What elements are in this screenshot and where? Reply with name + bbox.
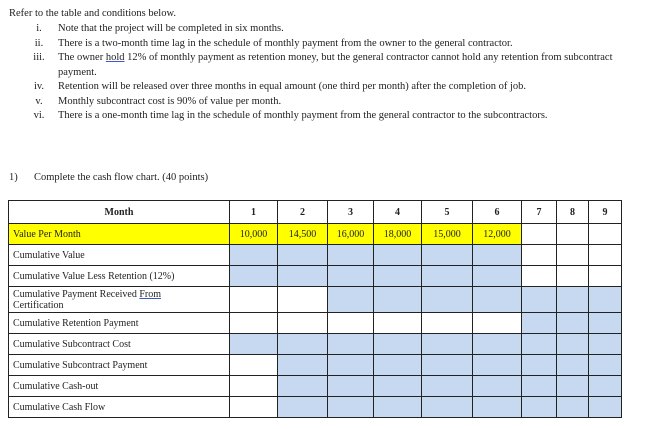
answer-cell[interactable]	[230, 397, 278, 418]
answer-cell-shaded[interactable]	[374, 334, 422, 355]
row-label: Cumulative Cash Flow	[9, 397, 230, 418]
table-row	[9, 397, 622, 418]
answer-cell[interactable]	[278, 287, 328, 313]
answer-cell-shaded[interactable]	[328, 334, 374, 355]
month-header: Month	[9, 201, 230, 224]
answer-cell-shaded[interactable]	[278, 334, 328, 355]
answer-cell-shaded[interactable]	[557, 313, 589, 334]
value-cell[interactable]	[557, 224, 589, 245]
condition-text: There is a two-month time lag in the schedule of monthly payment from the owner to the general contractor.	[58, 37, 513, 49]
answer-cell[interactable]	[328, 313, 374, 334]
answer-cell[interactable]	[522, 245, 557, 266]
condition-number: iii.	[33, 52, 45, 63]
row-label: Cumulative Cash-out	[9, 376, 230, 397]
intro-text: Refer to the table and conditions below.	[9, 8, 176, 19]
answer-cell-shaded[interactable]	[557, 376, 589, 397]
condition-item	[20, 22, 640, 37]
condition-number: vi.	[33, 110, 45, 121]
value-cell: 10,000	[230, 224, 278, 245]
month-header-cell: 6	[473, 201, 522, 224]
table-row	[9, 287, 622, 313]
answer-cell[interactable]	[374, 313, 422, 334]
month-header-cell: 7	[522, 201, 557, 224]
month-header-cell: 2	[278, 201, 328, 224]
cash-flow-table	[8, 200, 622, 418]
answer-cell-shaded[interactable]	[374, 397, 422, 418]
answer-cell-shaded[interactable]	[328, 287, 374, 313]
answer-cell[interactable]	[278, 313, 328, 334]
answer-cell-shaded[interactable]	[374, 245, 422, 266]
answer-cell-shaded[interactable]	[473, 397, 522, 418]
answer-cell-shaded[interactable]	[589, 313, 622, 334]
answer-cell-shaded[interactable]	[473, 287, 522, 313]
answer-cell-shaded[interactable]	[328, 266, 374, 287]
table-row	[9, 313, 622, 334]
answer-cell-shaded[interactable]	[473, 266, 522, 287]
answer-cell[interactable]	[230, 313, 278, 334]
month-header-cell: 9	[589, 201, 622, 224]
answer-cell-shaded[interactable]	[230, 266, 278, 287]
answer-cell-shaded[interactable]	[328, 397, 374, 418]
answer-cell-shaded[interactable]	[278, 355, 328, 376]
question	[9, 172, 208, 183]
value-cell: 15,000	[422, 224, 473, 245]
answer-cell-shaded[interactable]	[589, 334, 622, 355]
answer-cell-shaded[interactable]	[557, 287, 589, 313]
answer-cell-shaded[interactable]	[473, 334, 522, 355]
answer-cell[interactable]	[522, 266, 557, 287]
answer-cell-shaded[interactable]	[589, 397, 622, 418]
answer-cell-shaded[interactable]	[422, 334, 473, 355]
table-row	[9, 355, 622, 376]
answer-cell-shaded[interactable]	[328, 376, 374, 397]
value-cell: 18,000	[374, 224, 422, 245]
condition-text: Monthly subcontract cost is 90% of value per month.	[58, 95, 282, 107]
answer-cell-shaded[interactable]	[557, 397, 589, 418]
text-part: Certification	[13, 299, 64, 311]
answer-cell[interactable]	[589, 266, 622, 287]
condition-item	[20, 51, 640, 80]
question-number: 1)	[9, 172, 18, 183]
month-header-cell: 3	[328, 201, 374, 224]
answer-cell-shaded[interactable]	[422, 287, 473, 313]
answer-cell[interactable]	[473, 313, 522, 334]
answer-cell-shaded[interactable]	[230, 245, 278, 266]
header-row	[9, 201, 622, 224]
table-row	[9, 334, 622, 355]
answer-cell-shaded[interactable]	[328, 245, 374, 266]
answer-cell-shaded[interactable]	[422, 245, 473, 266]
row-label	[9, 287, 230, 313]
row-label: Cumulative Value Less Retention (12%)	[9, 266, 230, 287]
month-header-cell: 4	[374, 201, 422, 224]
value-cell[interactable]	[522, 224, 557, 245]
answer-cell-shaded[interactable]	[589, 355, 622, 376]
row-label: Cumulative Subcontract Cost	[9, 334, 230, 355]
condition-number: i.	[36, 23, 42, 34]
condition-number: v.	[35, 95, 43, 107]
answer-cell-shaded[interactable]	[589, 376, 622, 397]
answer-cell[interactable]	[557, 266, 589, 287]
answer-cell-shaded[interactable]	[374, 266, 422, 287]
question-text: Complete the cash flow chart. (40 points)	[34, 172, 209, 183]
answer-cell[interactable]	[230, 355, 278, 376]
row-label: Cumulative Value	[9, 245, 230, 266]
answer-cell-shaded[interactable]	[278, 245, 328, 266]
condition-text	[58, 51, 640, 80]
text-part: The owner	[58, 52, 106, 63]
value-cell: 16,000	[328, 224, 374, 245]
value-cell: 12,000	[473, 224, 522, 245]
condition-item	[20, 37, 640, 52]
table-row	[9, 245, 622, 266]
row-label: Cumulative Subcontract Payment	[9, 355, 230, 376]
condition-number: ii.	[34, 37, 44, 49]
answer-cell-shaded[interactable]	[422, 397, 473, 418]
answer-cell-shaded[interactable]	[522, 376, 557, 397]
answer-cell-shaded[interactable]	[422, 376, 473, 397]
month-header-cell: 1	[230, 201, 278, 224]
answer-cell-shaded[interactable]	[522, 313, 557, 334]
answer-cell-shaded[interactable]	[278, 376, 328, 397]
row-label: Value Per Month	[9, 224, 230, 245]
underlined-word: From	[139, 288, 162, 300]
answer-cell[interactable]	[230, 287, 278, 313]
answer-cell[interactable]	[589, 245, 622, 266]
answer-cell-shaded[interactable]	[374, 287, 422, 313]
answer-cell-shaded[interactable]	[230, 334, 278, 355]
condition-item	[20, 80, 640, 95]
table-row	[9, 266, 622, 287]
answer-cell-shaded[interactable]	[278, 397, 328, 418]
value-per-month-row	[9, 224, 622, 245]
answer-cell-shaded[interactable]	[422, 355, 473, 376]
condition-text: Note that the project will be completed in six months.	[58, 23, 284, 34]
answer-cell[interactable]	[422, 313, 473, 334]
value-cell: 14,500	[278, 224, 328, 245]
underlined-word: hold	[105, 52, 125, 63]
condition-item	[20, 109, 640, 124]
answer-cell-shaded[interactable]	[522, 334, 557, 355]
condition-text: There is a one-month time lag in the schedule of monthly payment from the general contractor to the subcontractors.	[58, 110, 548, 121]
answer-cell-shaded[interactable]	[374, 355, 422, 376]
answer-cell-shaded[interactable]	[589, 287, 622, 313]
condition-item	[20, 95, 640, 110]
answer-cell-shaded[interactable]	[557, 334, 589, 355]
month-header-cell: 8	[557, 201, 589, 224]
conditions-list	[20, 22, 640, 124]
text-part: 12% of monthly payment as retention money, but the general contractor cannot hold any retention from subcontract payment.	[58, 52, 613, 78]
answer-cell-shaded[interactable]	[473, 245, 522, 266]
answer-cell-shaded[interactable]	[522, 355, 557, 376]
condition-number: iv.	[33, 81, 45, 92]
answer-cell-shaded[interactable]	[522, 287, 557, 313]
answer-cell-shaded[interactable]	[473, 376, 522, 397]
answer-cell-shaded[interactable]	[328, 355, 374, 376]
month-header-cell: 5	[422, 201, 473, 224]
answer-cell[interactable]	[230, 376, 278, 397]
value-cell[interactable]	[589, 224, 622, 245]
answer-cell-shaded[interactable]	[557, 355, 589, 376]
answer-cell-shaded[interactable]	[522, 397, 557, 418]
answer-cell-shaded[interactable]	[422, 266, 473, 287]
condition-text: Retention will be released over three months in equal amount (one third per month) after the completion of job.	[58, 81, 526, 92]
answer-cell[interactable]	[557, 245, 589, 266]
answer-cell-shaded[interactable]	[278, 266, 328, 287]
text-part: Cumulative Payment Received	[13, 288, 140, 300]
table-row	[9, 376, 622, 397]
row-label: Cumulative Retention Payment	[9, 313, 230, 334]
answer-cell-shaded[interactable]	[473, 355, 522, 376]
answer-cell-shaded[interactable]	[374, 376, 422, 397]
